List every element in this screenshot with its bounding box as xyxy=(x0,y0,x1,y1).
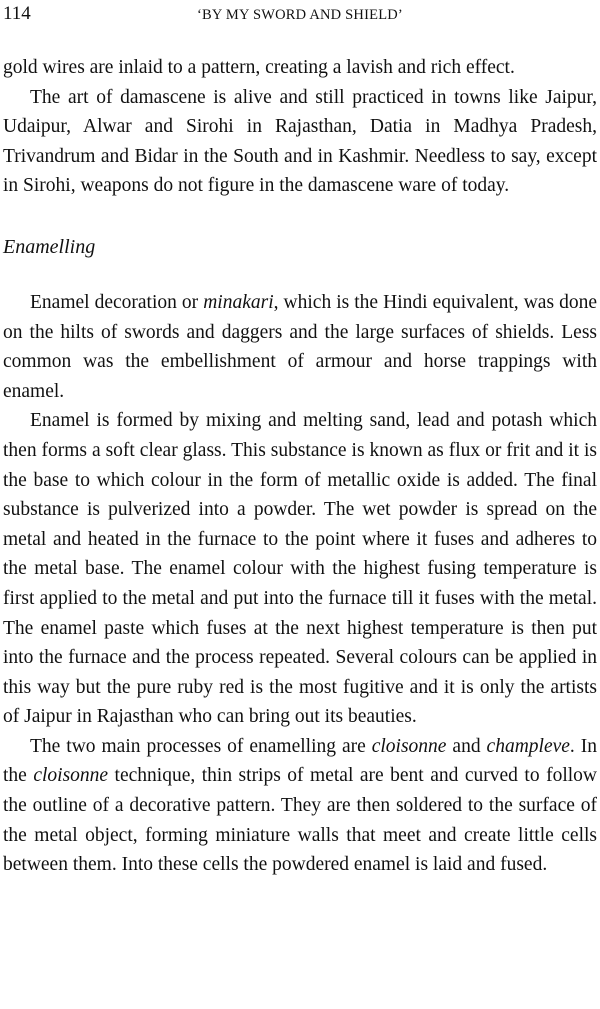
paragraph-enamelling-methods xyxy=(3,732,597,880)
paragraph-enamel-process: Enamel is formed by mixing and melting sand, lead and potash which then forms a soft clear glass. This substance is known as flux or frit and it is the base to which colour in the form of metallic oxide is added. The final substance is pulverized into a powder. The wet powder is spread on the metal and heated in the furnace to the point where it fuses and adheres to the metal base. The enamel colour with the highest fusing temperature is first applied to the metal and put into the furnace till it fuses with the metal. The enamel paste which fuses at the next highest temperature is then put into the furnace and the process repeated. Several colours can be applied in this way but the pure ruby red is the most fugitive and it is only the artists of Jaipur in Rajasthan who can bring out its beauties. xyxy=(3,410,597,728)
paragraph-enamel-decoration xyxy=(3,288,597,406)
italic-term-minakari: minakari xyxy=(203,291,274,313)
text-run: Enamel decoration or xyxy=(30,291,204,313)
text-run: technique, thin strips of metal are bent and curved to follow the outline of a decorative pattern. They are then soldered to the surface of the metal object, forming miniature walls that meet and create little cells between them. Into these cells the powdered enamel is laid and fused. xyxy=(3,765,597,876)
running-title: ‘BY MY SWORD AND SHIELD’ xyxy=(197,7,403,23)
text-run: . In the xyxy=(3,735,598,787)
italic-term-cloisonne: cloisonne xyxy=(33,765,109,787)
paragraph-continued: gold wires are inlaid to a pattern, creating a lavish and rich effect. xyxy=(3,57,515,78)
page-header xyxy=(3,2,597,30)
text-run: The two main processes of enamelling are xyxy=(30,735,372,757)
paragraph-damascene: The art of damascene is alive and still practiced in towns like Jaipur, Udaipur, Alwar and Sirohi in Rajasthan, Datia in Madhya Pradesh, Trivandrum and Bidar in the South and in Kashmir. Needless to say, except in Sirohi, weapons do not figure in the damascene ware of today. xyxy=(3,86,597,197)
page-body xyxy=(3,53,597,880)
text-run: , which is the Hindi equivalent, was done on the hilts of swords and daggers and the large surfaces of shields. Less common was the embellishment of armour and horse trappings with enamel. xyxy=(3,291,597,402)
section-heading-enamelling: Enamelling xyxy=(3,235,96,258)
text-run: and xyxy=(446,735,487,757)
italic-term-champleve: champleve xyxy=(486,735,570,757)
page-number: 114 xyxy=(3,3,31,24)
italic-term-cloisonne: cloisonne xyxy=(371,735,447,757)
